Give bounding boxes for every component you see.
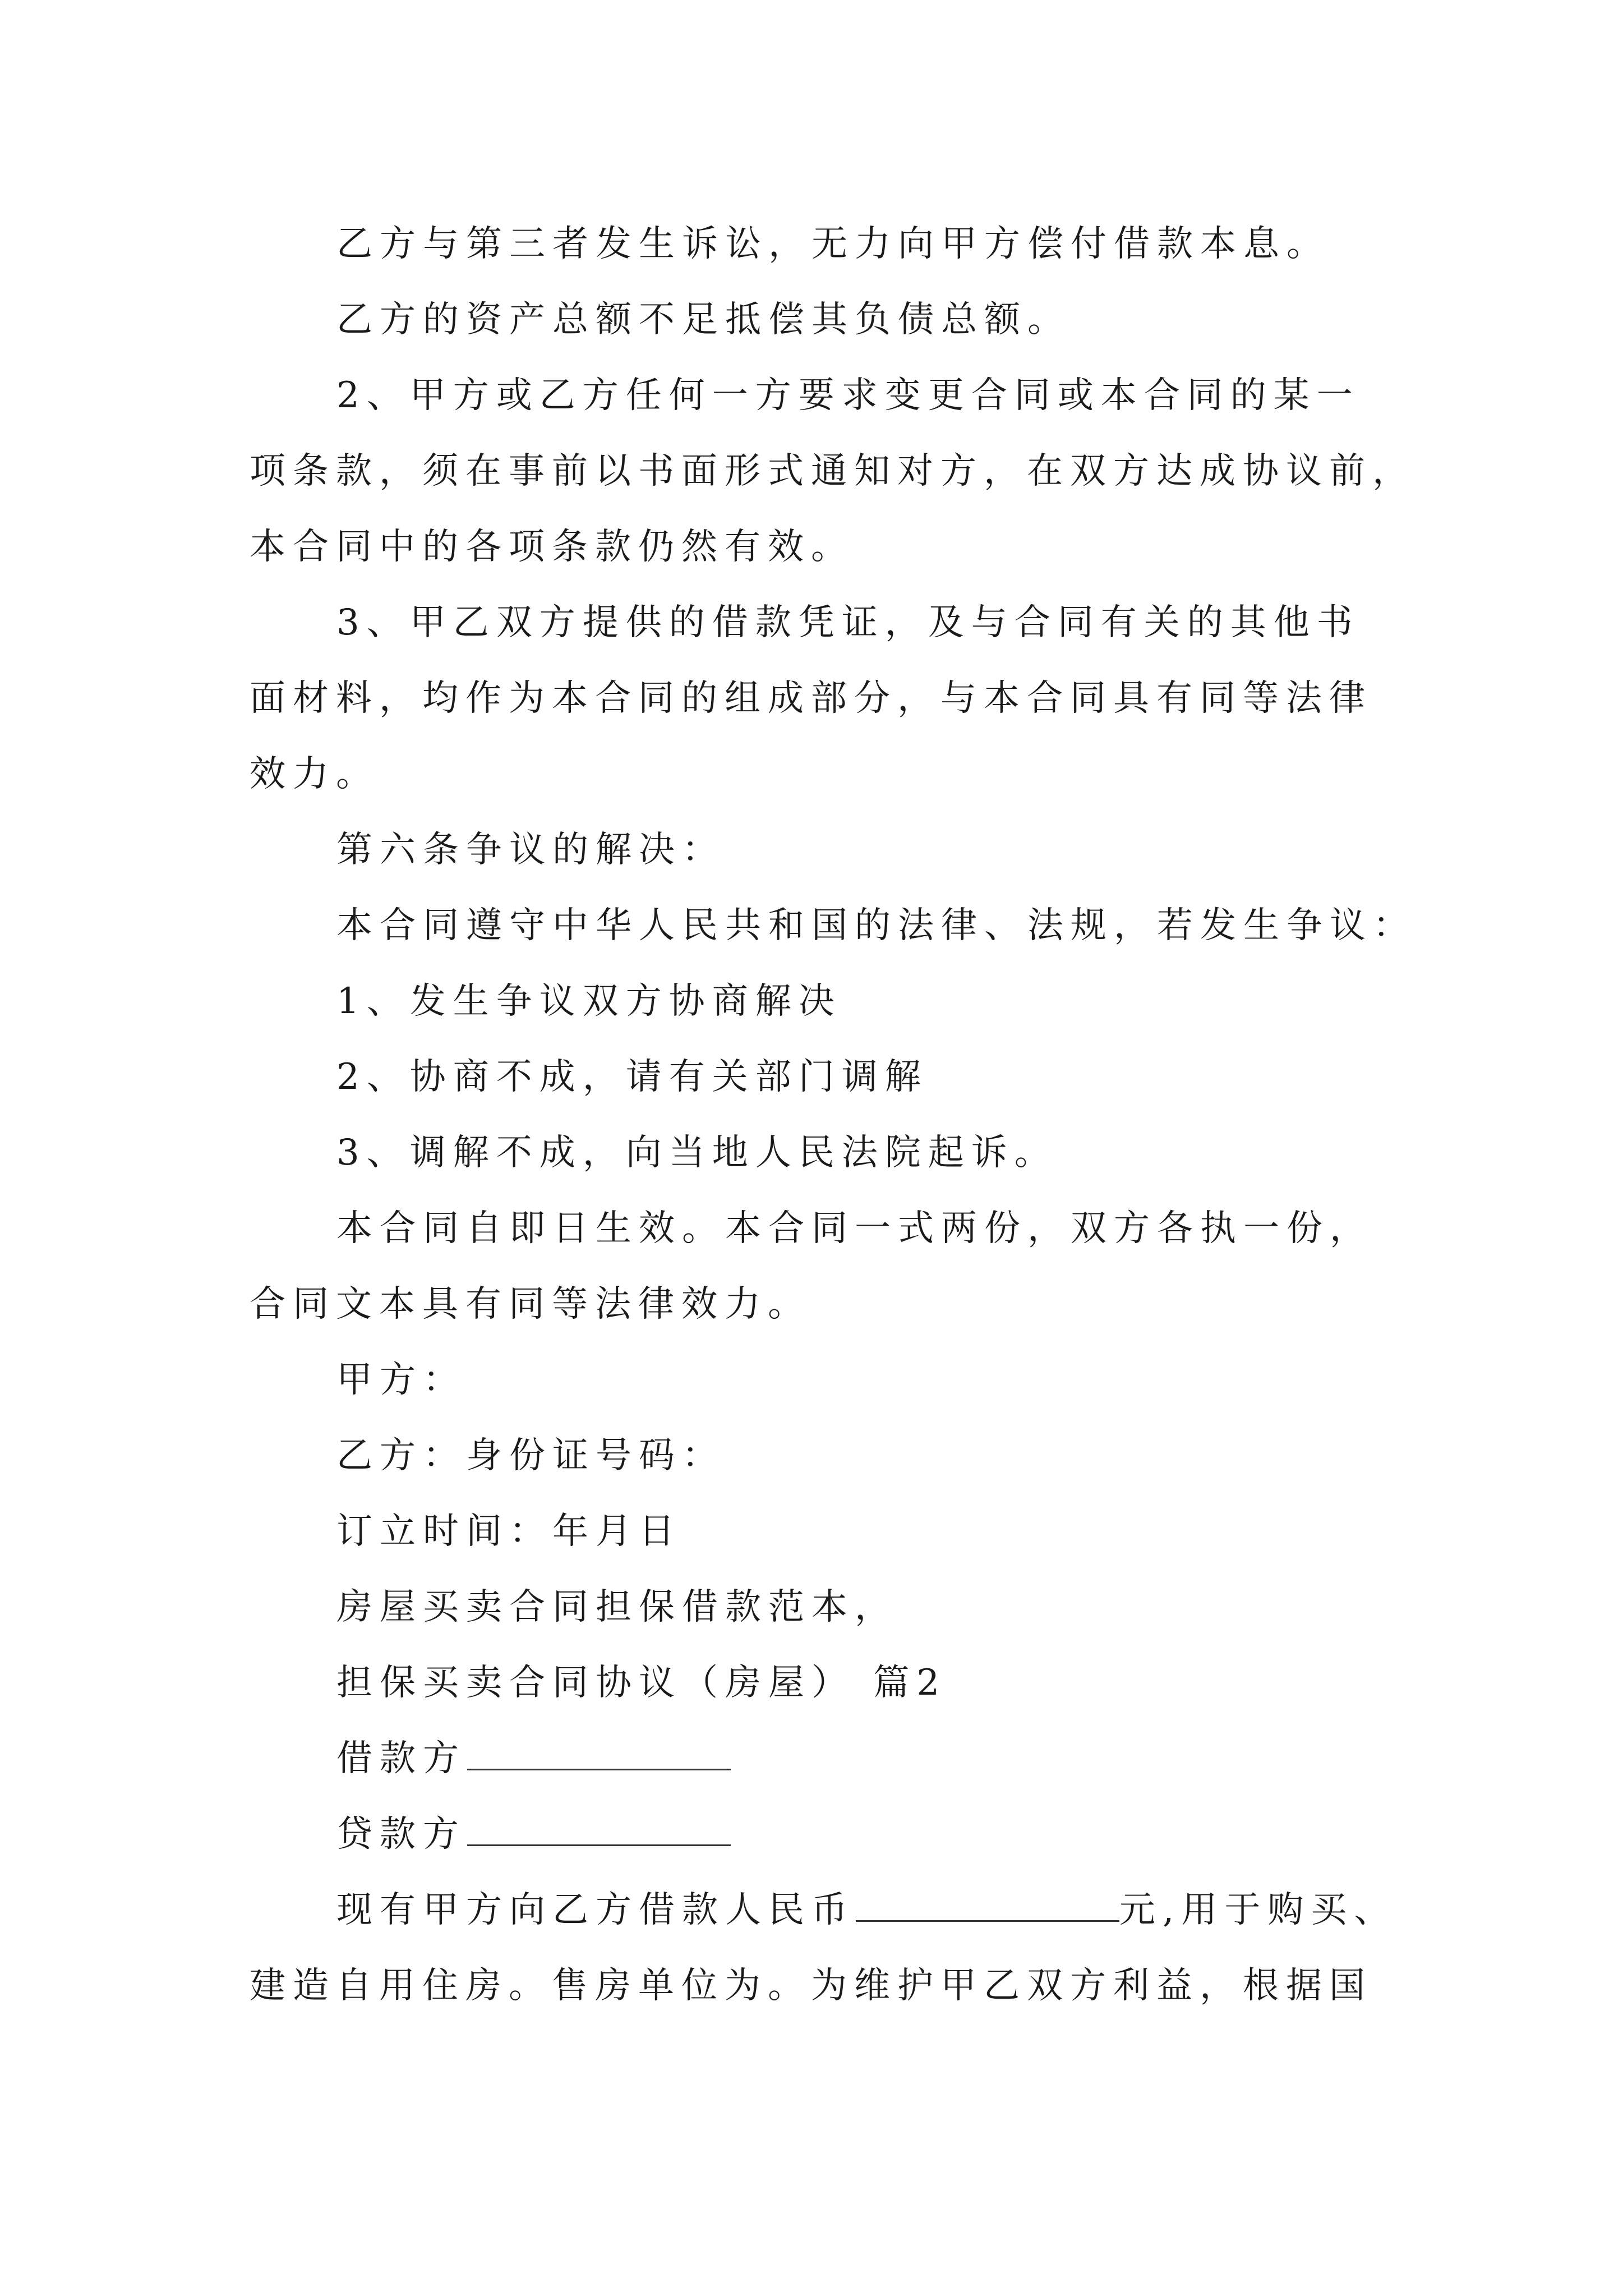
paragraph-line: 3、甲乙双方提供的借款凭证，及与合同有关的其他书 [336,602,1360,643]
list-item: 1、发生争议双方协商解决 [336,981,842,1022]
borrower-label: 借款方 [336,1738,466,1779]
lender-blank [467,1811,731,1846]
party-b-label: 乙方：身份证号码： [336,1435,725,1476]
paragraph-line: 房屋买卖合同担保借款范本， [336,1586,898,1628]
borrower-field [336,1731,1377,1787]
paragraph-line: 2、甲方或乙方任何一方要求变更合同或本合同的某一 [336,375,1360,416]
paragraph-line: 建造自用住房。售房单位为。为维护甲乙双方利益，根据国 [250,1965,1372,2007]
paragraph-line: 乙方与第三者发生诉讼，无力向甲方偿付借款本息。 [336,223,1330,265]
borrower-blank [467,1735,731,1770]
paragraph-line: 本合同遵守中华人民共和国的法律、法规，若发生争议： [336,905,1416,946]
party-a-label: 甲方： [336,1359,466,1401]
paragraph-line: 乙方的资产总额不足抵偿其负债总额。 [336,299,1071,341]
paragraph-line: 合同文本具有同等法律效力。 [250,1283,811,1325]
paragraph-line: 面材料，均作为本合同的组成部分，与本合同具有同等法律 [250,678,1372,719]
paragraph-line: 本合同中的各项条款仍然有效。 [250,526,854,568]
section-heading: 第六条争议的解决： [336,829,725,871]
paragraph-line: 本合同自即日生效。本合同一式两份，双方各执一份， [336,1208,1373,1249]
lender-field [336,1806,1377,1862]
paragraph-line: 项条款，须在事前以书面形式通知对方，在双方达成协议前， [250,450,1415,492]
loan-amount-prefix: 现有甲方向乙方借款人民币 [336,1889,855,1931]
paragraph-line: 效力。 [250,753,379,795]
article-title: 担保买卖合同协议（房屋） 篇2 [336,1662,947,1704]
loan-amount-blank [856,1887,1119,1922]
signing-date-label: 订立时间：年月日 [336,1511,682,1552]
loan-amount-suffix: 元,用于购买、 [1119,1889,1398,1931]
lender-label: 贷款方 [336,1814,466,1855]
list-item: 2、协商不成，请有关部门调解 [336,1056,928,1098]
list-item: 3、调解不成，向当地人民法院起诉。 [336,1132,1058,1174]
loan-amount-line [336,1882,1398,1938]
